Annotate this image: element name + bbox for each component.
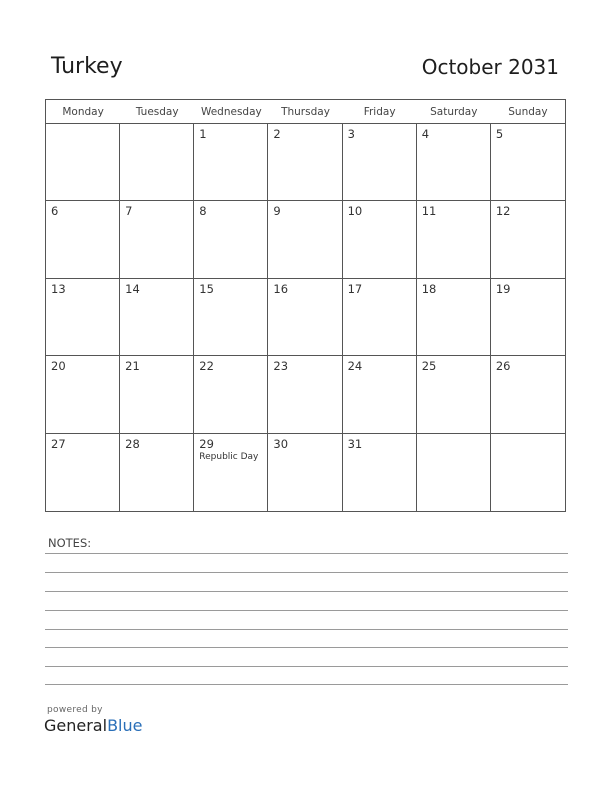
day-number: 17: [347, 281, 363, 296]
day-cell: [120, 434, 194, 511]
note-line: [45, 591, 568, 592]
day-cell: [268, 279, 342, 356]
day-cell: [417, 434, 491, 511]
day-number: 2: [273, 127, 281, 141]
note-line: [45, 684, 568, 685]
day-number: 10: [347, 204, 363, 219]
day-number: 31: [347, 436, 363, 451]
day-cell: [491, 434, 565, 511]
country-title: Turkey: [51, 54, 123, 79]
calendar-grid: [45, 99, 566, 512]
notes-label: NOTES:: [48, 536, 92, 550]
day-cell: [343, 434, 417, 511]
weekday-header: Thursday: [268, 100, 342, 124]
day-cell: [491, 124, 565, 201]
month-title: October 2031: [421, 55, 559, 79]
generalblue-logo: [44, 716, 142, 735]
day-number: 9: [273, 204, 281, 219]
day-number: 13: [51, 281, 66, 296]
day-cell: [120, 124, 194, 201]
day-cell: [343, 124, 417, 201]
day-number: 14: [125, 281, 140, 296]
day-number: 11: [421, 204, 437, 219]
day-number: 5: [495, 127, 504, 141]
day-number: 22: [199, 359, 214, 374]
day-number: 23: [273, 359, 289, 374]
day-number: 24: [347, 359, 363, 374]
day-cell: [46, 124, 120, 201]
day-cell: [417, 279, 491, 356]
note-line: [45, 572, 568, 573]
day-cell: [46, 434, 120, 511]
day-cell: [417, 124, 491, 201]
day-cell: [268, 356, 342, 433]
holiday-label: Republic Day: [199, 451, 259, 462]
day-number: 21: [125, 359, 140, 374]
note-line: [45, 610, 568, 611]
day-number: 26: [495, 359, 511, 374]
day-number: 20: [51, 359, 66, 374]
day-cell: [194, 356, 268, 433]
day-cell: [120, 279, 194, 356]
weekday-header: Monday: [46, 100, 120, 124]
day-cell: [417, 201, 491, 278]
day-cell: [46, 201, 120, 278]
brand-blue: Blue: [107, 716, 143, 735]
powered-by-text: powered by: [47, 705, 103, 715]
day-cell: [417, 356, 491, 433]
day-number: 8: [199, 204, 207, 219]
brand-general: General: [44, 716, 108, 735]
day-number: 18: [421, 281, 437, 296]
day-number: 4: [421, 127, 430, 141]
weekday-header: Tuesday: [120, 100, 194, 124]
day-cell: [120, 356, 194, 433]
day-cell: [194, 124, 268, 201]
day-cell: [194, 201, 268, 278]
day-number: 3: [347, 127, 355, 141]
day-cell: [268, 201, 342, 278]
day-number: 28: [125, 436, 140, 451]
day-cell: [343, 356, 417, 433]
day-number: 6: [51, 204, 59, 219]
day-number: 7: [125, 204, 133, 219]
day-number: 16: [273, 281, 289, 296]
day-number: 30: [273, 436, 289, 451]
day-number: 12: [495, 204, 511, 219]
day-cell: [120, 201, 194, 278]
day-cell: [491, 201, 565, 278]
day-number: 15: [199, 281, 214, 296]
note-line: [45, 666, 568, 667]
day-cell: [268, 124, 342, 201]
note-line: [45, 647, 568, 648]
day-cell: [46, 279, 120, 356]
day-number: 25: [421, 359, 437, 374]
day-cell: [491, 279, 565, 356]
day-cell: [194, 434, 268, 511]
weekday-header: Wednesday: [194, 100, 268, 124]
weekday-header: Sunday: [491, 100, 565, 124]
day-number: 1: [199, 127, 207, 141]
day-cell: [343, 201, 417, 278]
day-cell: [343, 279, 417, 356]
note-line: [45, 553, 568, 554]
day-cell: [268, 434, 342, 511]
day-number: 27: [51, 436, 66, 451]
day-cell: [46, 356, 120, 433]
day-cell: [194, 279, 268, 356]
note-line: [45, 629, 568, 630]
day-cell: [491, 356, 565, 433]
day-number: 29: [199, 436, 214, 451]
weekday-header: Saturday: [417, 100, 491, 124]
day-number: 19: [495, 281, 511, 296]
weekday-header: Friday: [343, 100, 417, 124]
